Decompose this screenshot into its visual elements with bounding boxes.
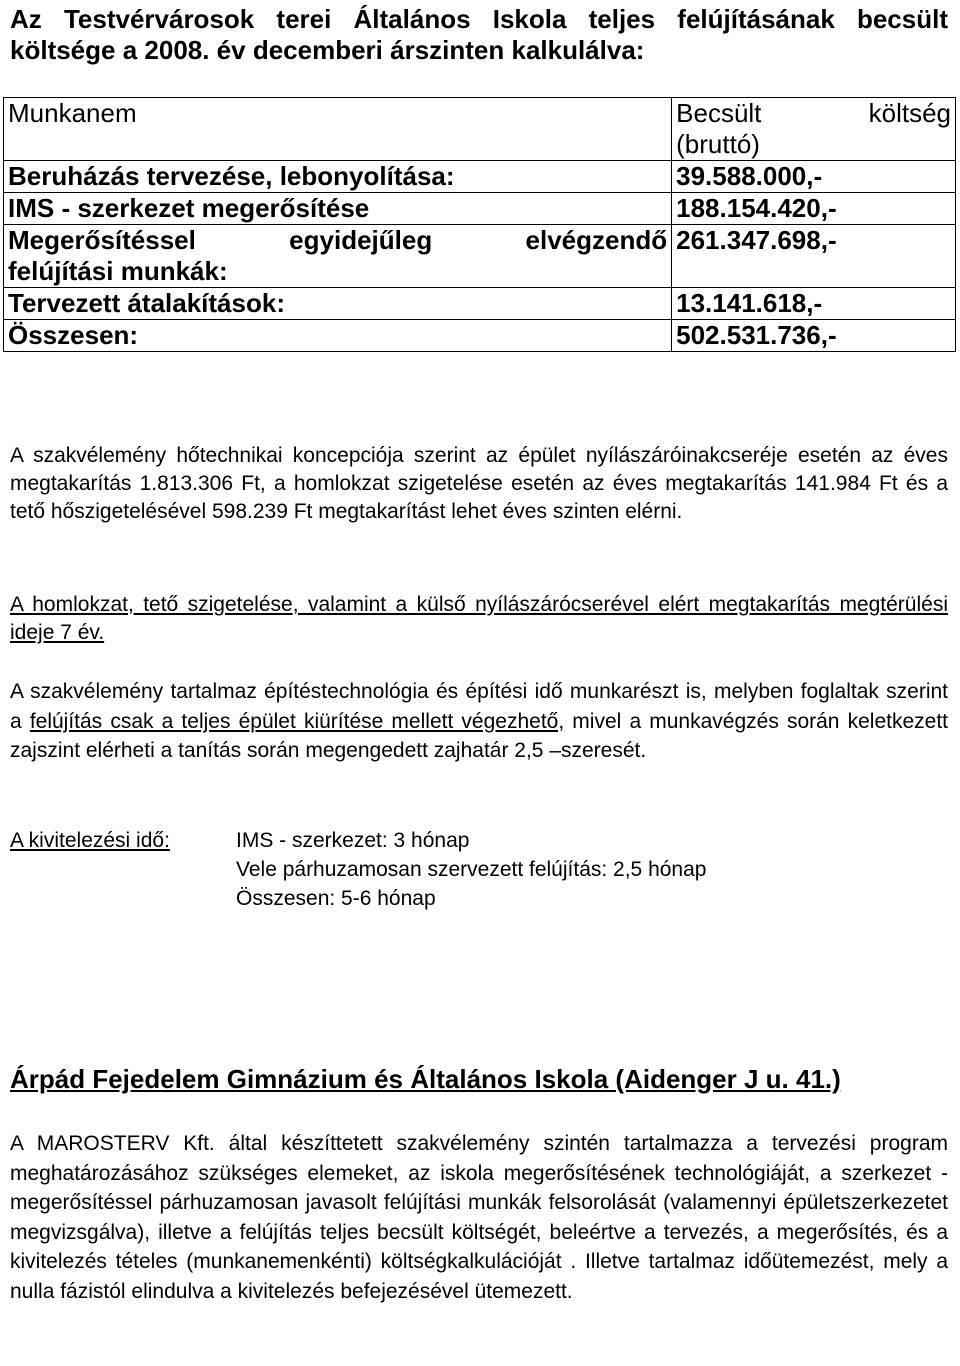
- row-label: [4, 225, 672, 288]
- header-cost-line1: Becsült költség: [676, 98, 951, 128]
- row-label-line1: Megerősítéssel egyidejűleg elvégzendő: [8, 225, 668, 255]
- technology-text-part1: A szakvélemény tartalmaz építéstechnológia és építési idő munkarészt is, melyben foglaltak szerint a: [10, 680, 948, 733]
- table-row: [4, 161, 956, 193]
- row-label: Beruházás tervezése, lebonyolítása:: [4, 161, 672, 193]
- execution-line: Összesen: 5-6 hónap: [236, 887, 436, 910]
- row-value: 13.141.618,-: [672, 288, 956, 320]
- execution-line: IMS - szerkezet: 3 hónap: [236, 829, 470, 852]
- payback-paragraph: A homlokzat, tető szigetelése, valamint a külső nyílászárócserével elért megtakarítás megtérülési ideje 7 év.: [10, 593, 948, 644]
- school-heading: Árpád Fejedelem Gimnázium és Általános Iskola (Aidenger J u. 41.): [10, 1064, 841, 1094]
- row-value: 261.347.698,-: [672, 225, 956, 288]
- cost-heading: Az Testvérvárosok terei Általános Iskola teljes felújításának becsült költsége a 2008. év decemberi árszinten kalkulálva:: [10, 4, 948, 65]
- table-row: [4, 288, 956, 320]
- row-label: Tervezett átalakítások:: [4, 288, 672, 320]
- technology-text-underlined: felújítás csak a teljes épület kiürítése mellett végezhető,: [29, 709, 565, 733]
- row-value: 39.588.000,-: [672, 161, 956, 193]
- cost-table: [3, 97, 956, 352]
- row-value: 188.154.420,-: [672, 193, 956, 225]
- execution-line: Vele párhuzamosan szervezett felújítás: 2,5 hónap: [236, 858, 707, 881]
- row-label: Összesen:: [4, 320, 672, 352]
- header-cost-line2: (bruttó): [676, 129, 760, 159]
- marosterv-paragraph: A MAROSTERV Kft. által készíttetett szakvélemény szintén tartalmazza a tervezési program meghatározásához szükséges elemeket, az iskola megerősítésének technológiáját, a szerkezet - megerősítéssel párhuzamosan javasolt felújítási munkák felsorolását (valamennyi épületszerkezetet megvizsgálva), illetve a felújítás teljes becsült költségét, beleértve a tervezés, a megerősítés, és a kivitelezés tételes (munkanemenkénti) költségkalkulációját . Illetve tartalmaz időütemezést, mely a nulla fázistól elindulva a kivitelezés befejezésével ütemezett.: [10, 1132, 948, 1303]
- execution-time-label: A kivitelezési idő:: [10, 829, 170, 852]
- row-label-line2: felújítási munkák:: [8, 256, 228, 286]
- table-total-row: [4, 320, 956, 352]
- technology-text-part2: mivel a munkavégzés során keletkezett zajszint elérheti a tanítás során megengedett zajhatár 2,5 –szeresét.: [10, 709, 948, 762]
- header-estimated-cost: [672, 98, 956, 161]
- table-row: [4, 225, 956, 288]
- row-value: 502.531.736,-: [672, 320, 956, 352]
- table-header-row: [4, 98, 956, 161]
- row-label: IMS - szerkezet megerősítése: [4, 193, 672, 225]
- technology-paragraph: [10, 677, 948, 766]
- header-work-type: Munkanem: [4, 98, 672, 161]
- thermal-savings-paragraph: A szakvélemény hőtechnikai koncepciója szerint az épület nyílászáróinakcseréje esetén az éves megtakarítás 1.813.306 Ft, a homlokzat szigetelése esetén az éves megtakarítás 141.984 Ft és a tető hőszigetelésével 598.239 Ft megtakarítást lehet éves szinten elérni.: [10, 444, 948, 523]
- table-row: [4, 193, 956, 225]
- execution-time-lines: [236, 826, 706, 913]
